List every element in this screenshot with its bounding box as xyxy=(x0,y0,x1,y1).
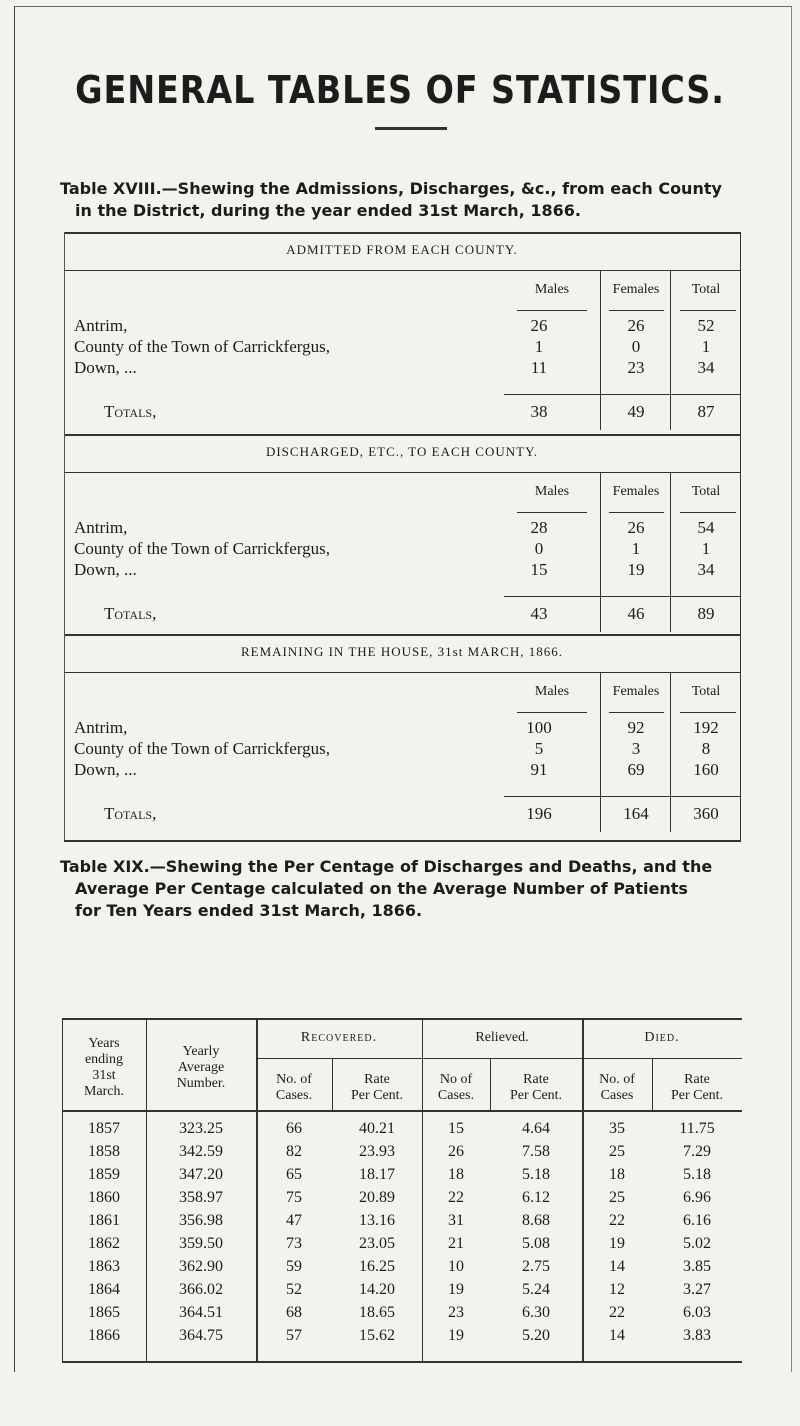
total-value: 8 xyxy=(701,739,711,758)
header-total: Total xyxy=(691,684,721,699)
totals-total: 360 xyxy=(693,804,719,823)
header-yearly-average: Yearly xyxy=(182,1044,220,1059)
cell-recovered-cases: 82 xyxy=(286,1143,302,1160)
table-row xyxy=(64,337,740,359)
cell-died-cases: 35 xyxy=(609,1120,625,1137)
table19-caption-line3: for Ten Years ended 31st March, 1866. xyxy=(75,901,423,920)
header-underline xyxy=(609,712,664,713)
total-value: 52 xyxy=(697,316,715,335)
header-underline xyxy=(680,512,736,513)
header-recovered-cases: Cases. xyxy=(275,1088,313,1103)
header-underline xyxy=(517,512,587,513)
header-underline xyxy=(609,310,664,311)
cell-relieved-rate: 6.30 xyxy=(522,1304,550,1321)
cell-relieved-cases: 26 xyxy=(448,1143,464,1160)
cell-yearly-average: 359.50 xyxy=(179,1235,223,1252)
header-died-cases: Cases xyxy=(600,1088,634,1103)
males-value: 91 xyxy=(530,760,548,779)
totals-row xyxy=(64,402,740,424)
cell-died-rate: 11.75 xyxy=(679,1120,715,1137)
cell-died-cases: 14 xyxy=(609,1258,625,1275)
cell-relieved-rate: 5.08 xyxy=(522,1235,550,1252)
table18-caption-line2: in the District, during the year ended 31st March, 1866. xyxy=(75,201,581,220)
header-years: March. xyxy=(83,1084,125,1099)
females-value: 1 xyxy=(631,539,641,558)
cell-relieved-rate: 5.20 xyxy=(522,1327,550,1344)
table19-bottom-rule xyxy=(62,1361,742,1363)
section-rule xyxy=(64,434,740,436)
cell-relieved-rate: 5.18 xyxy=(522,1166,550,1183)
section-subrule xyxy=(64,472,740,473)
males-value: 1 xyxy=(534,337,544,356)
cell-year: 1862 xyxy=(88,1235,120,1252)
header-bottom-rule xyxy=(62,1110,742,1112)
table19 xyxy=(62,1018,742,1362)
cell-relieved-cases: 19 xyxy=(448,1327,464,1344)
cell-relieved-rate: 8.68 xyxy=(522,1212,550,1229)
header-relieved-rate: Per Cent. xyxy=(509,1088,563,1103)
cell-year: 1861 xyxy=(88,1212,120,1229)
totals-females: 49 xyxy=(627,402,645,421)
header-recovered: Recovered. xyxy=(300,1030,378,1045)
table19-top-rule xyxy=(62,1018,742,1020)
row-label: Antrim, xyxy=(74,718,128,737)
row-label: County of the Town of Carrickfergus, xyxy=(74,739,330,758)
totals-males: 196 xyxy=(526,804,552,823)
males-value: 0 xyxy=(534,539,544,558)
header-yearly-average: Average xyxy=(177,1060,225,1075)
header-males: Males xyxy=(534,484,570,499)
cell-died-cases: 22 xyxy=(609,1304,625,1321)
cell-recovered-rate: 16.25 xyxy=(359,1258,395,1275)
cell-relieved-rate: 6.12 xyxy=(522,1189,550,1206)
cell-recovered-rate: 20.89 xyxy=(359,1189,395,1206)
header-relieved: Relieved. xyxy=(475,1030,529,1045)
cell-died-cases: 25 xyxy=(609,1189,625,1206)
cell-relieved-rate: 2.75 xyxy=(522,1258,550,1275)
header-died-cases: No. of xyxy=(599,1072,635,1087)
table18-left-rule xyxy=(64,232,65,840)
totals-label: Totals, xyxy=(104,604,157,623)
cell-year: 1860 xyxy=(88,1189,120,1206)
totals-males: 43 xyxy=(530,604,548,623)
header-years: ending xyxy=(84,1052,124,1067)
section-subrule xyxy=(64,270,740,271)
header-total: Total xyxy=(691,484,721,499)
cell-relieved-cases: 18 xyxy=(448,1166,464,1183)
females-value: 92 xyxy=(627,718,645,737)
row-label: Down, ... xyxy=(74,358,137,377)
totals-females: 164 xyxy=(623,804,649,823)
cell-yearly-average: 364.75 xyxy=(179,1327,223,1344)
header-males: Males xyxy=(534,684,570,699)
females-value: 0 xyxy=(631,337,641,356)
cell-recovered-cases: 75 xyxy=(286,1189,302,1206)
title-rule xyxy=(375,127,447,130)
table-row xyxy=(64,358,740,380)
cell-died-rate: 6.16 xyxy=(683,1212,711,1229)
cell-recovered-cases: 57 xyxy=(286,1327,302,1344)
cell-died-rate: 5.02 xyxy=(683,1235,711,1252)
section-title: REMAINING IN THE HOUSE, 31st MARCH, 1866. xyxy=(240,644,564,659)
total-value: 1 xyxy=(701,337,711,356)
cell-recovered-rate: 13.16 xyxy=(359,1212,395,1229)
cell-died-rate: 3.83 xyxy=(683,1327,711,1344)
cell-recovered-cases: 47 xyxy=(286,1212,302,1229)
cell-relieved-cases: 31 xyxy=(448,1212,464,1229)
table18-caption-line1: Table XVIII.—Shewing the Admissions, Discharges, &c., from each County xyxy=(60,179,722,198)
table19-caption-line2: Average Per Centage calculated on the Average Number of Patients xyxy=(75,879,688,898)
females-value: 69 xyxy=(627,760,645,779)
row-label: County of the Town of Carrickfergus, xyxy=(74,539,330,558)
cell-year: 1866 xyxy=(88,1327,120,1344)
cell-yearly-average: 323.25 xyxy=(179,1120,223,1137)
cell-died-rate: 5.18 xyxy=(683,1166,711,1183)
cell-relieved-cases: 19 xyxy=(448,1281,464,1298)
cell-yearly-average: 358.97 xyxy=(179,1189,223,1206)
totals-rule xyxy=(504,596,740,597)
row-label: County of the Town of Carrickfergus, xyxy=(74,337,330,356)
total-value: 34 xyxy=(697,358,715,377)
cell-recovered-rate: 14.20 xyxy=(359,1281,395,1298)
table18-caption xyxy=(60,178,750,222)
cell-died-rate: 6.03 xyxy=(683,1304,711,1321)
row-label: Antrim, xyxy=(74,316,128,335)
cell-recovered-rate: 15.62 xyxy=(359,1327,395,1344)
header-total: Total xyxy=(691,282,721,297)
header-underline xyxy=(680,310,736,311)
females-value: 19 xyxy=(627,560,645,579)
cell-died-rate: 6.96 xyxy=(683,1189,711,1206)
totals-rule xyxy=(504,394,740,395)
cell-recovered-cases: 68 xyxy=(286,1304,302,1321)
table-row xyxy=(64,560,740,582)
group-header-rule xyxy=(256,1058,742,1059)
cell-recovered-rate: 23.93 xyxy=(359,1143,395,1160)
header-recovered-rate: Rate xyxy=(364,1072,390,1087)
cell-died-cases: 25 xyxy=(609,1143,625,1160)
males-value: 5 xyxy=(534,739,544,758)
row-label: Down, ... xyxy=(74,560,137,579)
totals-total: 87 xyxy=(697,402,715,421)
table18-bottom-rule xyxy=(64,840,740,842)
section-rule xyxy=(64,634,740,636)
header-relieved-cases: No of xyxy=(439,1072,473,1087)
header-females: Females xyxy=(612,484,660,499)
cell-died-cases: 14 xyxy=(609,1327,625,1344)
cell-yearly-average: 347.20 xyxy=(179,1166,223,1183)
header-males: Males xyxy=(534,282,570,297)
cell-recovered-cases: 52 xyxy=(286,1281,302,1298)
males-value: 11 xyxy=(530,358,548,377)
section-rule xyxy=(64,232,740,234)
totals-label: Totals, xyxy=(104,804,157,823)
header-underline xyxy=(680,712,736,713)
males-value: 100 xyxy=(526,718,552,737)
males-value: 28 xyxy=(530,518,548,537)
total-value: 1 xyxy=(701,539,711,558)
cell-died-rate: 3.27 xyxy=(683,1281,711,1298)
total-value: 192 xyxy=(693,718,719,737)
cell-relieved-rate: 7.58 xyxy=(522,1143,550,1160)
table-row xyxy=(64,760,740,782)
cell-yearly-average: 366.02 xyxy=(179,1281,223,1298)
males-value: 26 xyxy=(530,316,548,335)
females-value: 3 xyxy=(631,739,641,758)
page-title: GENERAL TABLES OF STATISTICS. xyxy=(75,68,725,112)
table19-caption xyxy=(60,856,750,922)
totals-rule xyxy=(504,796,740,797)
totals-total: 89 xyxy=(697,604,715,623)
cell-year: 1857 xyxy=(88,1120,120,1137)
row-label: Antrim, xyxy=(74,518,128,537)
header-underline xyxy=(517,712,587,713)
header-relieved-cases: Cases. xyxy=(437,1088,475,1103)
cell-recovered-cases: 59 xyxy=(286,1258,302,1275)
females-value: 23 xyxy=(627,358,645,377)
cell-recovered-rate: 23.05 xyxy=(359,1235,395,1252)
header-yearly-average: Number. xyxy=(176,1076,226,1091)
total-value: 54 xyxy=(697,518,715,537)
cell-died-rate: 7.29 xyxy=(683,1143,711,1160)
header-underline xyxy=(517,310,587,311)
cell-year: 1863 xyxy=(88,1258,120,1275)
header-years: Years xyxy=(88,1036,120,1051)
table-row xyxy=(64,739,740,761)
table19-caption-line1: Table XIX.—Shewing the Per Centage of Discharges and Deaths, and the xyxy=(60,857,713,876)
totals-females: 46 xyxy=(627,604,645,623)
total-value: 34 xyxy=(697,560,715,579)
cell-died-cases: 12 xyxy=(609,1281,625,1298)
header-underline xyxy=(609,512,664,513)
totals-label: Totals, xyxy=(104,402,157,421)
totals-row xyxy=(64,804,740,826)
cell-died-cases: 18 xyxy=(609,1166,625,1183)
cell-died-cases: 19 xyxy=(609,1235,625,1252)
row-label: Down, ... xyxy=(74,760,137,779)
table-row xyxy=(64,539,740,561)
cell-year: 1865 xyxy=(88,1304,120,1321)
table-row xyxy=(64,718,740,740)
cell-year: 1864 xyxy=(88,1281,120,1298)
header-females: Females xyxy=(612,282,660,297)
cell-died-rate: 3.85 xyxy=(683,1258,711,1275)
total-value: 160 xyxy=(693,760,719,779)
totals-row xyxy=(64,604,740,626)
cell-recovered-rate: 18.17 xyxy=(359,1166,395,1183)
cell-year: 1858 xyxy=(88,1143,120,1160)
males-value: 15 xyxy=(530,560,548,579)
header-died: Died. xyxy=(644,1030,680,1045)
cell-yearly-average: 342.59 xyxy=(179,1143,223,1160)
cell-yearly-average: 364.51 xyxy=(179,1304,223,1321)
table-row xyxy=(64,518,740,540)
totals-males: 38 xyxy=(530,402,548,421)
cell-relieved-rate: 5.24 xyxy=(522,1281,550,1298)
cell-yearly-average: 356.98 xyxy=(179,1212,223,1229)
header-females: Females xyxy=(612,684,660,699)
cell-relieved-cases: 21 xyxy=(448,1235,464,1252)
section-title: DISCHARGED, ETC., TO EACH COUNTY. xyxy=(265,444,539,459)
cell-recovered-cases: 65 xyxy=(286,1166,302,1183)
header-years: 31st xyxy=(92,1068,116,1083)
cell-yearly-average: 362.90 xyxy=(179,1258,223,1275)
section-subrule xyxy=(64,672,740,673)
cell-relieved-cases: 10 xyxy=(448,1258,464,1275)
cell-recovered-rate: 18.65 xyxy=(359,1304,395,1321)
header-recovered-rate: Per Cent. xyxy=(350,1088,404,1103)
cell-relieved-rate: 4.64 xyxy=(522,1120,550,1137)
cell-died-cases: 22 xyxy=(609,1212,625,1229)
header-relieved-rate: Rate xyxy=(523,1072,549,1087)
females-value: 26 xyxy=(627,518,645,537)
section-title: ADMITTED FROM EACH COUNTY. xyxy=(286,242,518,257)
cell-recovered-cases: 66 xyxy=(286,1120,302,1137)
cell-recovered-rate: 40.21 xyxy=(359,1120,395,1137)
cell-relieved-cases: 15 xyxy=(448,1120,464,1137)
header-died-rate: Per Cent. xyxy=(670,1088,724,1103)
cell-relieved-cases: 23 xyxy=(448,1304,464,1321)
table-row xyxy=(64,316,740,338)
cell-relieved-cases: 22 xyxy=(448,1189,464,1206)
cell-year: 1859 xyxy=(88,1166,120,1183)
header-died-rate: Rate xyxy=(684,1072,710,1087)
females-value: 26 xyxy=(627,316,645,335)
header-recovered-cases: No. of xyxy=(276,1072,312,1087)
table18 xyxy=(64,232,741,842)
cell-recovered-cases: 73 xyxy=(286,1235,302,1252)
